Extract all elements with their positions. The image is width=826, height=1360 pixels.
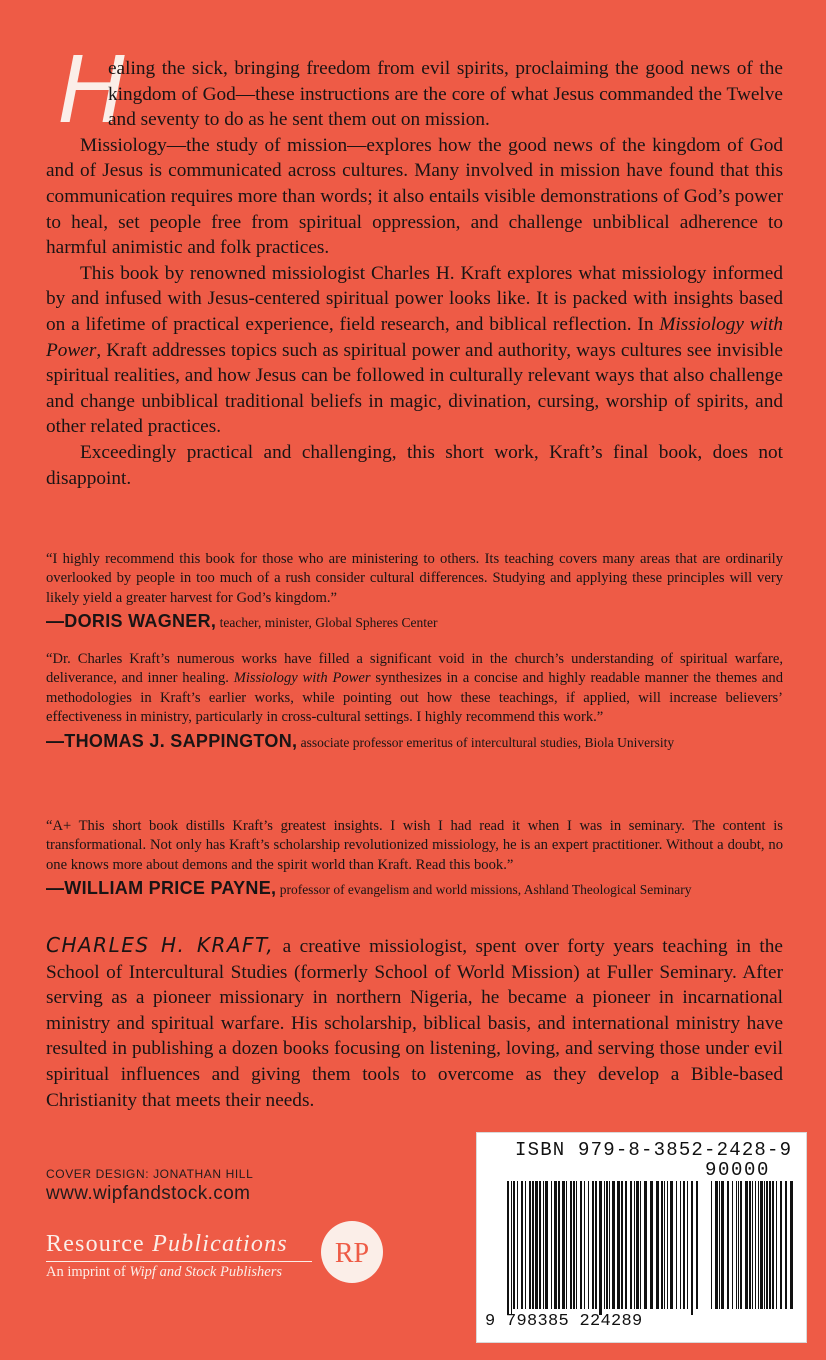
publisher-imprint <box>46 1264 282 1281</box>
publisher-website: www.wipfandstock.com <box>46 1183 251 1204</box>
isbn-label: ISBN 979-8-3852-2428-9 <box>515 1139 793 1161</box>
author-bio-text: a creative missiologist, spent over forty years teaching in the School of Intercultural Studies (formerly School of World Mission) at Fuller Seminary. After serving as a pioneer missionary in northern Nigeria, he became a pioneer in incarnational ministry and spiritual warfare. His scholarship, biblical basis, and international ministry have resulted in publishing a dozen books focusing on listening, loving, and serving those under evil spiritual influences and giving them tools to overcome as they develop a Bible-based Christianity that meets their needs. <box>46 936 783 1111</box>
description-paragraph-3 <box>46 261 783 440</box>
barcode-bar <box>711 1181 712 1309</box>
barcode-bar <box>521 1181 523 1309</box>
barcode-box <box>476 1132 807 1343</box>
endorsement-attribution <box>46 732 783 752</box>
barcode-bar <box>566 1181 567 1309</box>
barcode-bar <box>772 1181 774 1309</box>
barcode-bar <box>769 1181 771 1309</box>
barcode-bar <box>696 1181 698 1309</box>
barcode-bar <box>595 1181 597 1309</box>
barcode-bar <box>625 1181 627 1309</box>
barcode-bar <box>562 1181 565 1309</box>
endorser-role: associate professor emeritus of intercultural studies, Biola University <box>297 734 675 750</box>
barcode-bar <box>738 1181 739 1309</box>
barcode-bar <box>764 1181 765 1309</box>
barcode-bar <box>640 1181 641 1309</box>
endorser-name: —THOMAS J. SAPPINGTON, <box>46 730 298 751</box>
barcode-bar <box>609 1181 610 1309</box>
barcode-bar <box>664 1181 665 1309</box>
imprint-publisher: Wipf and Stock Publishers <box>129 1264 283 1280</box>
endorsement-attribution <box>46 612 783 632</box>
publisher-name <box>46 1231 288 1258</box>
barcode-bar <box>676 1181 677 1309</box>
barcode-bar <box>580 1181 582 1309</box>
barcode-bar <box>634 1181 635 1309</box>
barcode-bar <box>525 1181 526 1309</box>
barcode-bar <box>599 1181 602 1315</box>
barcode-bar <box>719 1181 720 1309</box>
barcode-bar <box>752 1181 753 1309</box>
publisher-logo-icon <box>320 1220 384 1284</box>
logo-text: RP <box>334 1238 370 1269</box>
paragraph-text: ealing the sick, bringing freedom from evil spirits, proclaiming the good news of the kingdom of God—these instructions are the core of what Jesus commanded the Twelve and seventy to do as he sent them out on mission. <box>108 58 783 131</box>
publisher-name-part: Resource <box>46 1231 153 1257</box>
endorsement-2 <box>46 650 783 752</box>
paragraph-text: This book by renowned missiologist Charles H. Kraft explores what missiology informed by and infused with Jesus-centered spiritual power looks like. It is packed with insights based on a lifetime of practical experience, field research, and biblical reflection. In <box>46 262 783 335</box>
barcode-bar <box>606 1181 608 1309</box>
barcode-bar <box>507 1181 509 1315</box>
barcode-bar <box>776 1181 777 1309</box>
barcode-bar <box>736 1181 737 1309</box>
barcode-bar <box>621 1181 623 1309</box>
author-name: CHARLES H. KRAFT, <box>46 933 275 957</box>
barcode-bar <box>558 1181 560 1309</box>
description-paragraph-1 <box>46 56 783 133</box>
barcode-bar <box>758 1181 759 1309</box>
barcode-bar <box>661 1181 663 1309</box>
barcode-bar <box>532 1181 534 1309</box>
endorser-name: —WILLIAM PRICE PAYNE, <box>46 878 277 899</box>
barcode-bar <box>592 1181 594 1309</box>
barcode-bar <box>573 1181 575 1309</box>
paragraph-text: , Kraft addresses topics such as spiritual power and authority, ways cultures see invisible spiritual realities, and how Jesus can be followed in culturally relevant ways that also challenge and change unbiblical traditional beliefs in magic, divination, cursing, worship of spirits, and other related practices. <box>46 339 783 438</box>
barcode-bar <box>667 1181 668 1309</box>
barcode-bar <box>683 1181 685 1309</box>
barcode-bar <box>570 1181 572 1309</box>
book-title: Missiology with Power <box>233 670 371 687</box>
quote-text: synthesizes in a concise and highly readable manner the themes and methodologies in Kraft’s earlier works, while pointing out how these teachings, if applied, will increase believers’ effectiveness in ministry, particularly in cross-cultural settings. I highly recommend this work.” <box>46 670 783 726</box>
barcode-bar <box>650 1181 653 1309</box>
barcode-bar <box>721 1181 724 1309</box>
barcode-bar <box>554 1181 557 1309</box>
quote-text: “Dr. Charles Kraft’s numerous works have filled a significant void in the church’s understanding of spiritual warfare, deliverance, and inner healing. <box>46 651 783 687</box>
barcode-bar <box>656 1181 659 1309</box>
barcode-bar <box>513 1181 515 1309</box>
barcode-bar <box>612 1181 615 1309</box>
barcode-bar <box>636 1181 639 1309</box>
barcode-bar <box>749 1181 751 1309</box>
barcode-bar <box>687 1181 688 1309</box>
barcode-bar <box>543 1181 544 1309</box>
description-paragraph-4: Exceedingly practical and challenging, this short work, Kraft’s final book, does not disappoint. <box>46 441 783 489</box>
endorsement-quote <box>46 650 783 728</box>
endorsement-1 <box>46 550 783 633</box>
imprint-text: An imprint of <box>46 1264 130 1280</box>
endorsement-3 <box>46 817 783 900</box>
barcode-bar <box>604 1181 605 1309</box>
barcode-bar <box>588 1181 589 1309</box>
price-code: 90000 <box>705 1159 771 1181</box>
barcode-bar <box>617 1181 620 1309</box>
barcode-bar <box>691 1181 693 1315</box>
barcode-bar <box>740 1181 742 1309</box>
barcode-bar <box>584 1181 585 1309</box>
endorsement-attribution <box>46 879 783 899</box>
ean-digits: 9 798385 224289 <box>485 1312 643 1331</box>
publisher-divider <box>46 1261 312 1262</box>
publisher-name-part: Publications <box>152 1231 288 1257</box>
drop-cap: H <box>58 37 128 144</box>
barcode-bar <box>766 1181 768 1309</box>
barcode-bar <box>760 1181 763 1309</box>
barcode-bar <box>545 1181 548 1309</box>
barcode-bar <box>727 1181 729 1309</box>
cover-design-credit: COVER DESIGN: JONATHAN HILL <box>46 1167 254 1181</box>
barcode-bar <box>511 1181 512 1315</box>
author-bio <box>46 933 783 1113</box>
endorsement-quote: “I highly recommend this book for those who are ministering to others. Its teaching covers many areas that are ordinarily overlooked by people in too much of a rush consider cultural differences. Studying and applying these principles will very likely yield a greater harvest for God’s kingdom.” <box>46 551 783 606</box>
barcode-bar <box>715 1181 718 1309</box>
description-paragraph-2: Missiology—the study of mission—explores how the good news of the kingdom of God and of Jesus is communicated across cultures. Many involved in mission have found that this communication requires more than words; it also entails visible demonstrations of God’s power to heal, set people free from spiritual oppression, and challenge unbiblical adherence to harmful animistic and folk practices. <box>46 134 783 259</box>
barcode-bar <box>670 1181 673 1309</box>
barcode-bar <box>517 1181 518 1309</box>
barcode-bar <box>732 1181 733 1309</box>
barcode-bar <box>780 1181 782 1309</box>
barcode-bar <box>576 1181 577 1309</box>
barcode-bar <box>755 1181 756 1309</box>
endorser-role: teacher, minister, Global Spheres Center <box>216 615 438 631</box>
barcode-bar <box>535 1181 538 1309</box>
barcode-bar <box>529 1181 531 1309</box>
barcode-bar <box>785 1181 787 1309</box>
description <box>46 37 783 491</box>
barcode-bar <box>630 1181 632 1309</box>
book-title: Missiology with Power <box>46 313 783 361</box>
barcode-bar <box>790 1181 793 1309</box>
barcode-bar <box>745 1181 748 1309</box>
barcode-bar <box>551 1181 552 1309</box>
endorser-name: —DORIS WAGNER, <box>46 611 217 632</box>
barcode-bar <box>644 1181 647 1309</box>
barcode-bar <box>539 1181 541 1309</box>
endorser-role: professor of evangelism and world missions, Ashland Theological Seminary <box>276 882 692 898</box>
barcode-bar <box>680 1181 681 1309</box>
endorsement-quote: “A+ This short book distills Kraft’s greatest insights. I wish I had read it when I was in seminary. The content is transformational. Not only has Kraft’s scholarship revolutionized missiology, he is an expert practitioner. Without a doubt, no one knows more about demons and the spirit world than Kraft. Read this book.” <box>46 818 783 873</box>
